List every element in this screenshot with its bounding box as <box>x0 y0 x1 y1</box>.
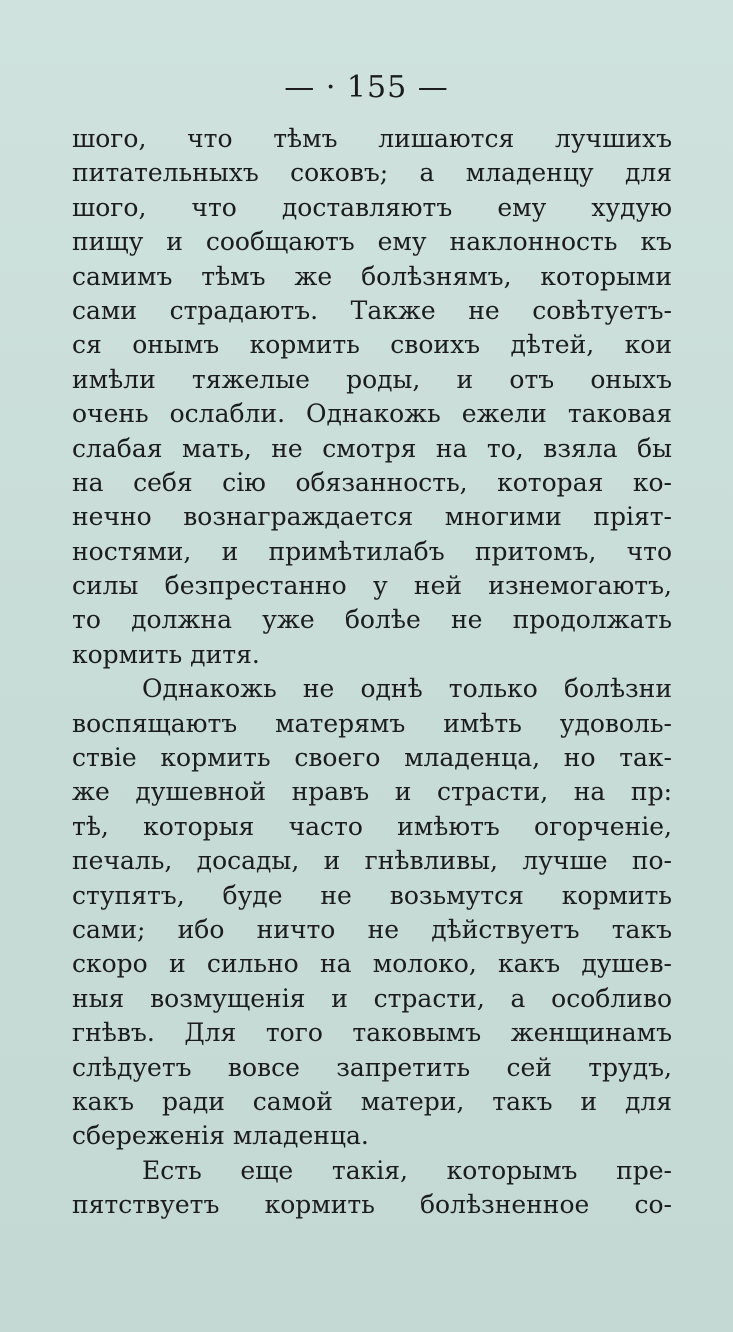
page-number: — · 155 — <box>284 70 449 105</box>
text-line: скоро и сильно на молоко, какъ душев- <box>72 949 672 979</box>
text-line: слѣдуетъ вовсе запретить сей трудъ, <box>72 1052 672 1082</box>
text-line: имѣли тяжелые роды, и отъ оныхъ <box>72 364 672 394</box>
text-line: ступятъ, буде не возьмутся кормить <box>72 880 672 910</box>
text-line: Однакожь не однѣ только болѣзни <box>142 674 672 704</box>
text-line: пищу и сообщаютъ ему наклонность къ <box>72 227 672 257</box>
text-line: ся онымъ кормить своихъ дѣтей, кои <box>72 330 672 360</box>
text-line: тѣ, которыя часто имѣютъ огорченіе, <box>72 811 672 841</box>
text-line: на себя сію обязанность, которая ко- <box>72 467 672 497</box>
text-line: ствіе кормить своего младенца, но так- <box>72 743 672 773</box>
text-line: сами страдаютъ. Также не совѣтуетъ- <box>72 295 672 325</box>
text-line: воспящаютъ матерямъ имѣть удоволь- <box>72 708 672 738</box>
text-line: пятствуетъ кормить болѣзненное со- <box>72 1190 672 1220</box>
text-line: гнѣвъ. Для того таковымъ женщинамъ <box>72 1018 672 1048</box>
text-line: кормить дитя. <box>72 639 260 669</box>
text-line: какъ ради самой матери, такъ и для <box>72 1086 672 1116</box>
text-line: шого, что тѣмъ лишаются лучшихъ <box>72 124 672 153</box>
text-line: сбереженія младенца. <box>72 1121 369 1151</box>
text-line: Есть еще такія, которымъ пре- <box>142 1155 672 1185</box>
text-line: печаль, досады, и гнѣвливы, лучше по- <box>72 846 672 876</box>
text-line: шого, что доставляютъ ему худую <box>72 192 672 222</box>
text-line: очень ослабли. Однакожь ежели таковая <box>72 399 672 429</box>
text-line: слабая мать, не смотря на то, взяла бы <box>72 433 672 463</box>
text-line: нечно вознаграждается многими пріят- <box>72 502 672 532</box>
text-line: силы безпрестанно у ней изнемогаютъ, <box>72 571 672 601</box>
text-line: же душевной нравъ и страсти, на пр: <box>72 777 672 807</box>
text-line: питательныхъ соковъ; а младенцу для <box>72 158 672 188</box>
text-line: самимъ тѣмъ же болѣзнямъ, которыми <box>72 261 672 291</box>
text-line: сами; ибо ничто не дѣйствуетъ такъ <box>72 914 672 944</box>
text-line: ностями, и примѣтилабъ притомъ, что <box>72 536 672 566</box>
text-line: то должна уже болѣе не продолжать <box>72 605 672 635</box>
text-line: ныя возмущенія и страсти, а особливо <box>72 983 672 1013</box>
body-text <box>72 122 672 1223</box>
